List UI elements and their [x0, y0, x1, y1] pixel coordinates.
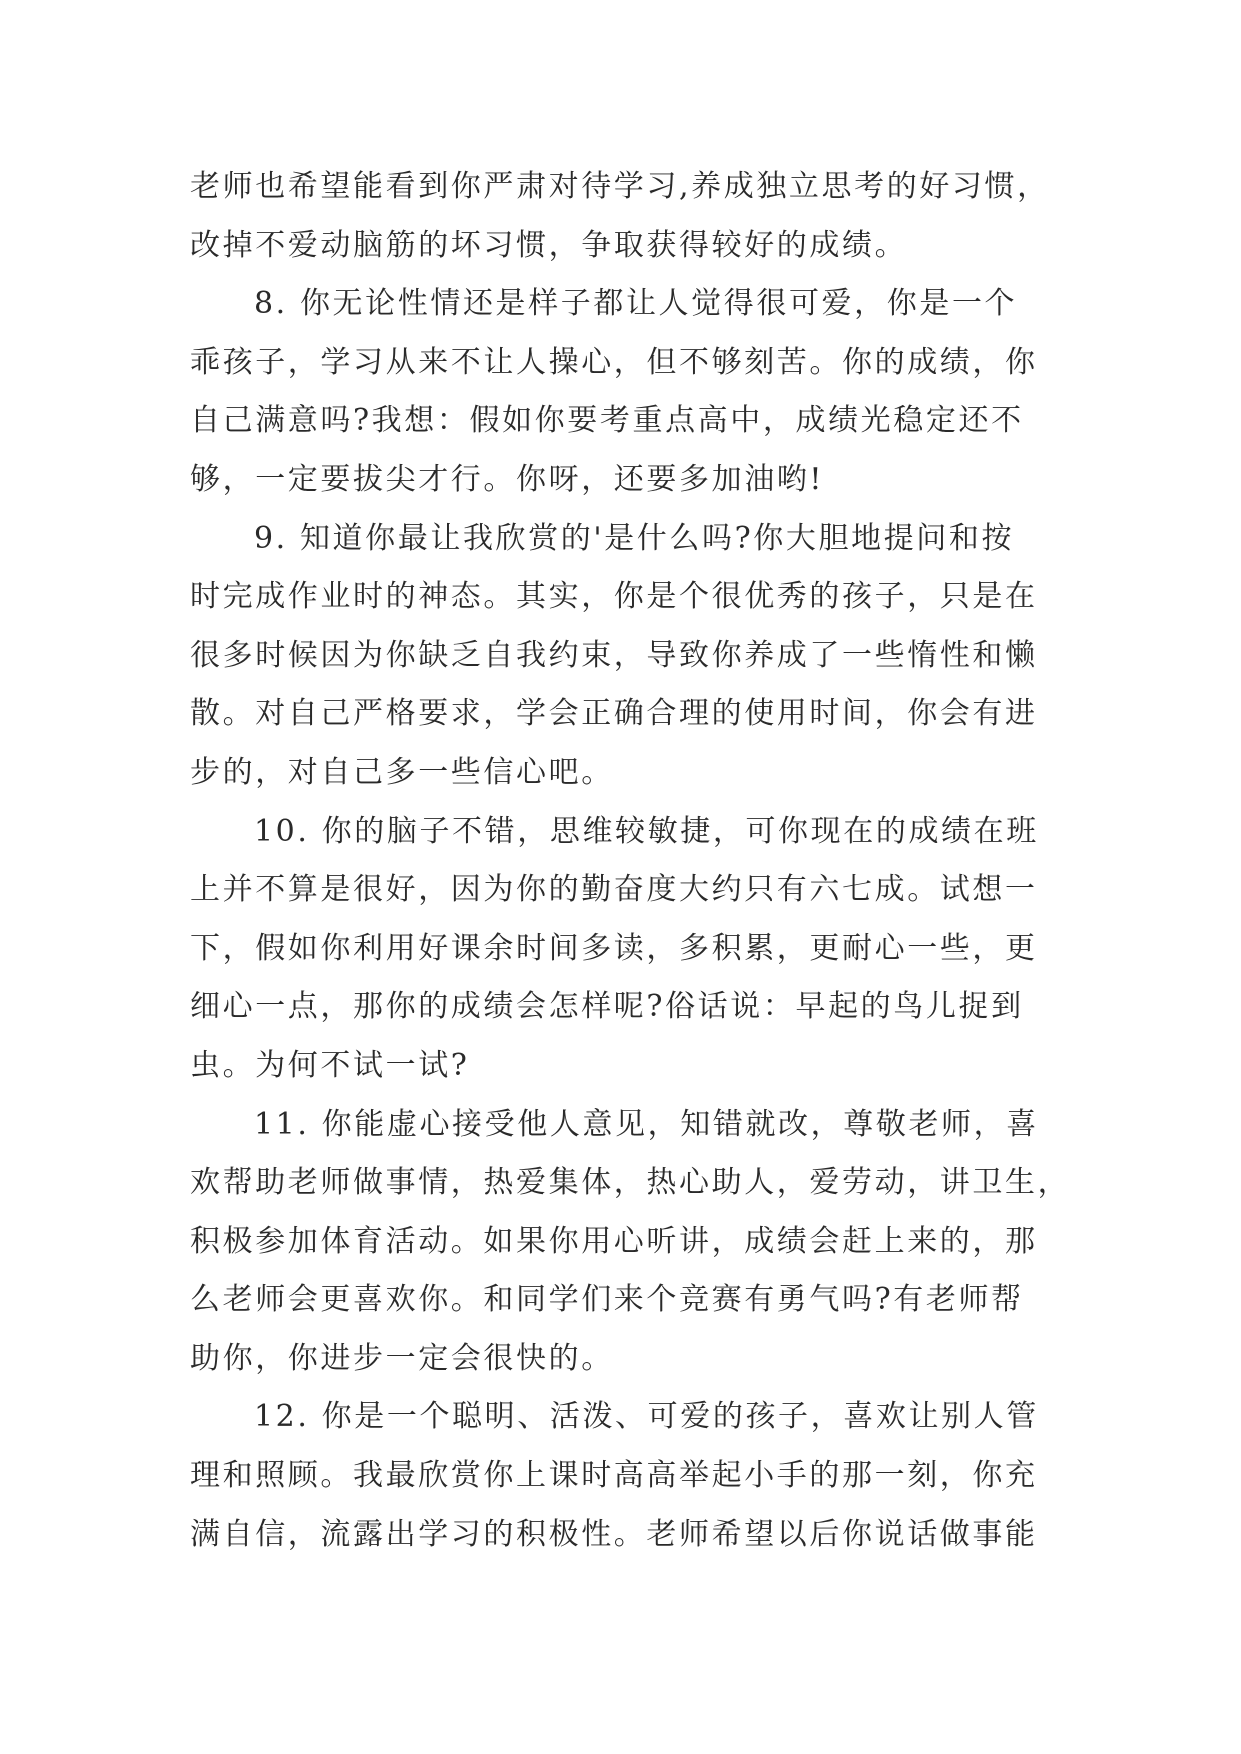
text-line: 够，一定要拔尖才行。你呀，还要多加油哟!: [190, 461, 825, 497]
text-line: 散。对自己严格要求，学会正确合理的使用时间，你会有进: [190, 696, 1038, 732]
paragraph-first-line: 12. 你是一个聪明、活泼、可爱的孩子，喜欢让别人管: [254, 1399, 1039, 1435]
text-line: 乖孩子，学习从来不让人操心，但不够刻苦。你的成绩，你: [190, 344, 1038, 380]
text-line: 老师也希望能看到你严肃对待学习,养成独立思考的好习惯，: [190, 169, 1050, 204]
text-line: 虫。为何不试一试?: [190, 1047, 470, 1083]
text-line: 满自信，流露出学习的积极性。老师希望以后你说话做事能: [190, 1516, 1038, 1552]
text-line: 步的，对自己多一些信心吧。: [190, 754, 614, 790]
text-line: 自己满意吗?我想：假如你要考重点高中，成绩光稳定还不: [190, 403, 1024, 439]
text-line: 很多时候因为你缺乏自我约束，导致你养成了一些惰性和懒: [190, 637, 1038, 673]
text-line: 欢帮助老师做事情，热爱集体，热心助人，爱劳动，讲卫生，: [190, 1165, 1071, 1201]
text-line: 细心一点，那你的成绩会怎样呢?俗话说：早起的鸟儿捉到: [190, 989, 1024, 1025]
text-line: 积极参加体育活动。如果你用心听讲，成绩会赶上来的，那: [190, 1223, 1038, 1259]
paragraph-first-line: 8. 你无论性情还是样子都让人觉得很可爱，你是一个: [254, 286, 1018, 322]
paragraph-first-line: 11. 你能虚心接受他人意见，知错就改，尊敬老师，喜: [254, 1106, 1039, 1142]
text-line: 么老师会更喜欢你。和同学们来个竞赛有勇气吗?有老师帮: [190, 1282, 1024, 1318]
text-line: 理和照顾。我最欣赏你上课时高高举起小手的那一刻，你充: [190, 1458, 1038, 1494]
document-body: [190, 158, 1090, 1564]
paragraph-first-line: 10. 你的脑子不错，思维较敏捷，可你现在的成绩在班: [254, 813, 1039, 849]
paragraph-first-line: 9. 知道你最让我欣赏的'是什么吗?你大胆地提问和按: [254, 520, 1015, 556]
text-line: 助你，你进步一定会很快的。: [190, 1340, 614, 1376]
text-line: 上并不算是很好，因为你的勤奋度大约只有六七成。试想一: [190, 872, 1038, 908]
text-line: 改掉不爱动脑筋的坏习惯，争取获得较好的成绩。: [190, 227, 908, 263]
text-line: 时完成作业时的神态。其实，你是个很优秀的孩子，只是在: [190, 579, 1038, 615]
text-line: 下，假如你利用好课余时间多读，多积累，更耐心一些，更: [190, 930, 1038, 966]
